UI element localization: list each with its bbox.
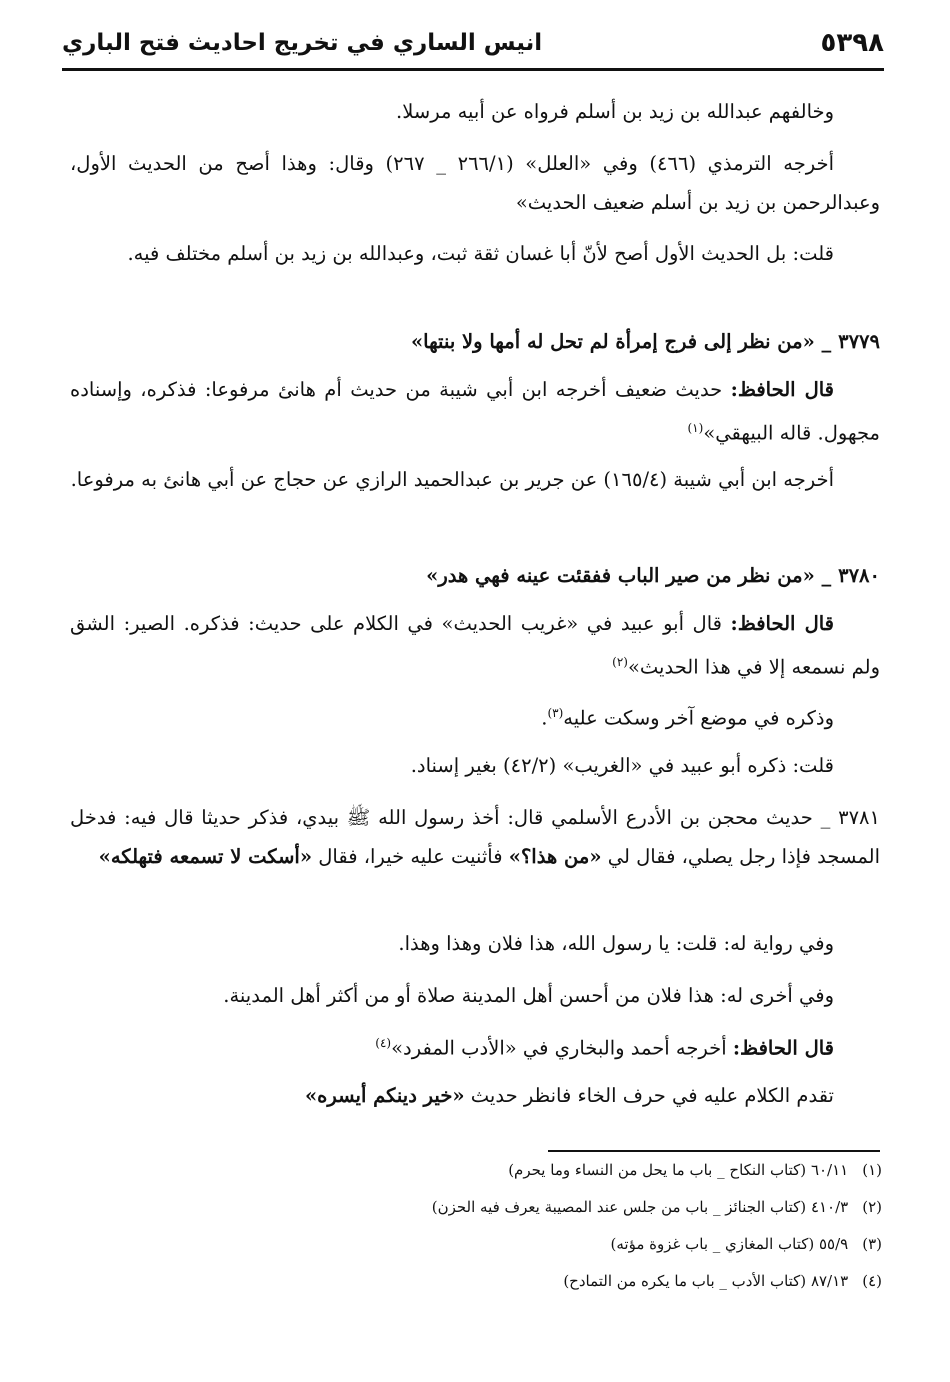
paragraph-9-end: . (541, 706, 548, 730)
paragraph-12: وفي رواية له: قلت: يا رسول الله، هذا فلان وهذا وهذا. (398, 932, 834, 955)
running-title: انيس الساري في تخريج احاديث فتح الباري (62, 30, 543, 56)
footnote-4 (563, 1272, 882, 1290)
hafiz-label: قال الحافظ: (730, 612, 834, 635)
footnote-ref-4: (٤) (375, 1036, 392, 1050)
hadith-3781 (70, 798, 880, 876)
footnote-ref-3: (٣) (547, 706, 564, 720)
footnote-number: (٣) (862, 1235, 882, 1253)
hadith-heading-3780: ٣٧٨٠ _ «من نظر من صير الباب ففقئت عينه فهي هدر» (426, 564, 880, 587)
paragraph-6: أخرجه ابن أبي شيبة (١٦٥/٤) عن جرير بن عبدالحميد الرازي عن حجاج عن أبي هانئ به مرفوعا. (70, 468, 834, 491)
hadith-3781-quote-2: «أسكت لا تسمعه فتهلكه» (98, 845, 313, 868)
footnote-number: (٤) (862, 1272, 882, 1290)
hafiz-text: حديث ضعيف أخرجه ابن أبي شيبة من حديث أم هانئ مرفوعا: فذكره، وإسناده مجهول. قاله البيهقي» (70, 378, 880, 445)
footnote-number: (١) (862, 1161, 882, 1179)
footnote-3 (611, 1235, 882, 1253)
footnote-text: ٤١٠/٣ (كتاب الجنائز _ باب من جلس عند المصيبة يعرف فيه الحزن) (431, 1198, 849, 1216)
paragraph-hafiz-3779 (70, 370, 880, 453)
footnote-2 (432, 1198, 882, 1216)
footnote-1 (508, 1161, 882, 1179)
paragraph-9 (70, 694, 880, 738)
footnote-text: ٥٥/٩ (كتاب المغازي _ باب غزوة مؤته) (610, 1235, 849, 1253)
hafiz-text: أخرجه أحمد والبخاري في «الأدب المفرد» (391, 1036, 733, 1060)
footnote-ref-1: (١) (687, 421, 704, 435)
hadith-3781-text-a: ٣٧٨١ _ حديث محجن بن الأدرع الأسلمي قال: أخذ رسول الله ﷺ بيدي، فذكر حديثا قال فيه: فدخل المسجد فإذا رجل يصلي، فقال لي (70, 806, 880, 868)
hadith-heading-3779: ٣٧٧٩ _ «من نظر إلى فرج إمرأة لم تحل له أمها ولا بنتها» (410, 330, 880, 353)
paragraph-2: أخرجه الترمذي (٤٦٦) وفي «العلل» (٢٦٦/١ _ ٢٦٧) وقال: وهذا أصح من الحديث الأول، وعبدالرحمن بن زيد بن أسلم ضعيف الحديث» (70, 152, 880, 214)
page-header (62, 18, 884, 71)
paragraph-10: قلت: ذكره أبو عبيد في «الغريب» (٤٢/٢) بغير إسناد. (410, 754, 834, 777)
footnote-text: ٦٠/١١ (كتاب النكاح _ باب ما يحل من النساء وما يحرم) (508, 1161, 849, 1179)
footnote-ref-2: (٢) (612, 655, 628, 669)
paragraph-15-quote: «خير دينكم أيسره» (304, 1084, 465, 1107)
hafiz-label: قال الحافظ: (732, 1036, 834, 1060)
hadith-3781-quote-1: «من هذا؟» (508, 845, 602, 868)
hafiz-text: قال أبو عبيد في «غريب الحديث» في الكلام على حديث: فذكره. الصير: الشق ولم نسمعه إلا في هذا الحديث» (70, 612, 880, 679)
footnote-text: ٨٧/١٣ (كتاب الأدب _ باب ما يكره من التمادح) (563, 1272, 849, 1290)
hadith-3781-text-c: فأثنيت عليه خيرا، فقال (312, 845, 509, 868)
paragraph-hafiz-3780 (70, 604, 880, 687)
footnote-divider (548, 1150, 880, 1152)
paragraph-13: وفي أخرى له: هذا فلان من أحسن أهل المدينة صلاة أو من أكثر أهل المدينة. (223, 984, 834, 1007)
paragraph-1: وخالفهم عبدالله بن زيد بن أسلم فرواه عن أبيه مرسلا. (396, 100, 834, 123)
paragraph-hafiz-3781 (70, 1024, 880, 1068)
paragraph-15-text: تقدم الكلام عليه في حرف الخاء فانظر حديث (464, 1084, 834, 1107)
hafiz-label: قال الحافظ: (730, 378, 835, 401)
footnote-number: (٢) (862, 1198, 882, 1216)
paragraph-15 (70, 1076, 880, 1115)
paragraph-9-text: وذكره في موضع آخر وسكت عليه (563, 706, 834, 730)
page-number: ٥٣٩٨ (820, 28, 884, 58)
paragraph-3: قلت: بل الحديث الأول أصح لأنّ أبا غسان ثقة ثبت، وعبدالله بن زيد بن أسلم مختلف فيه. (127, 242, 834, 265)
